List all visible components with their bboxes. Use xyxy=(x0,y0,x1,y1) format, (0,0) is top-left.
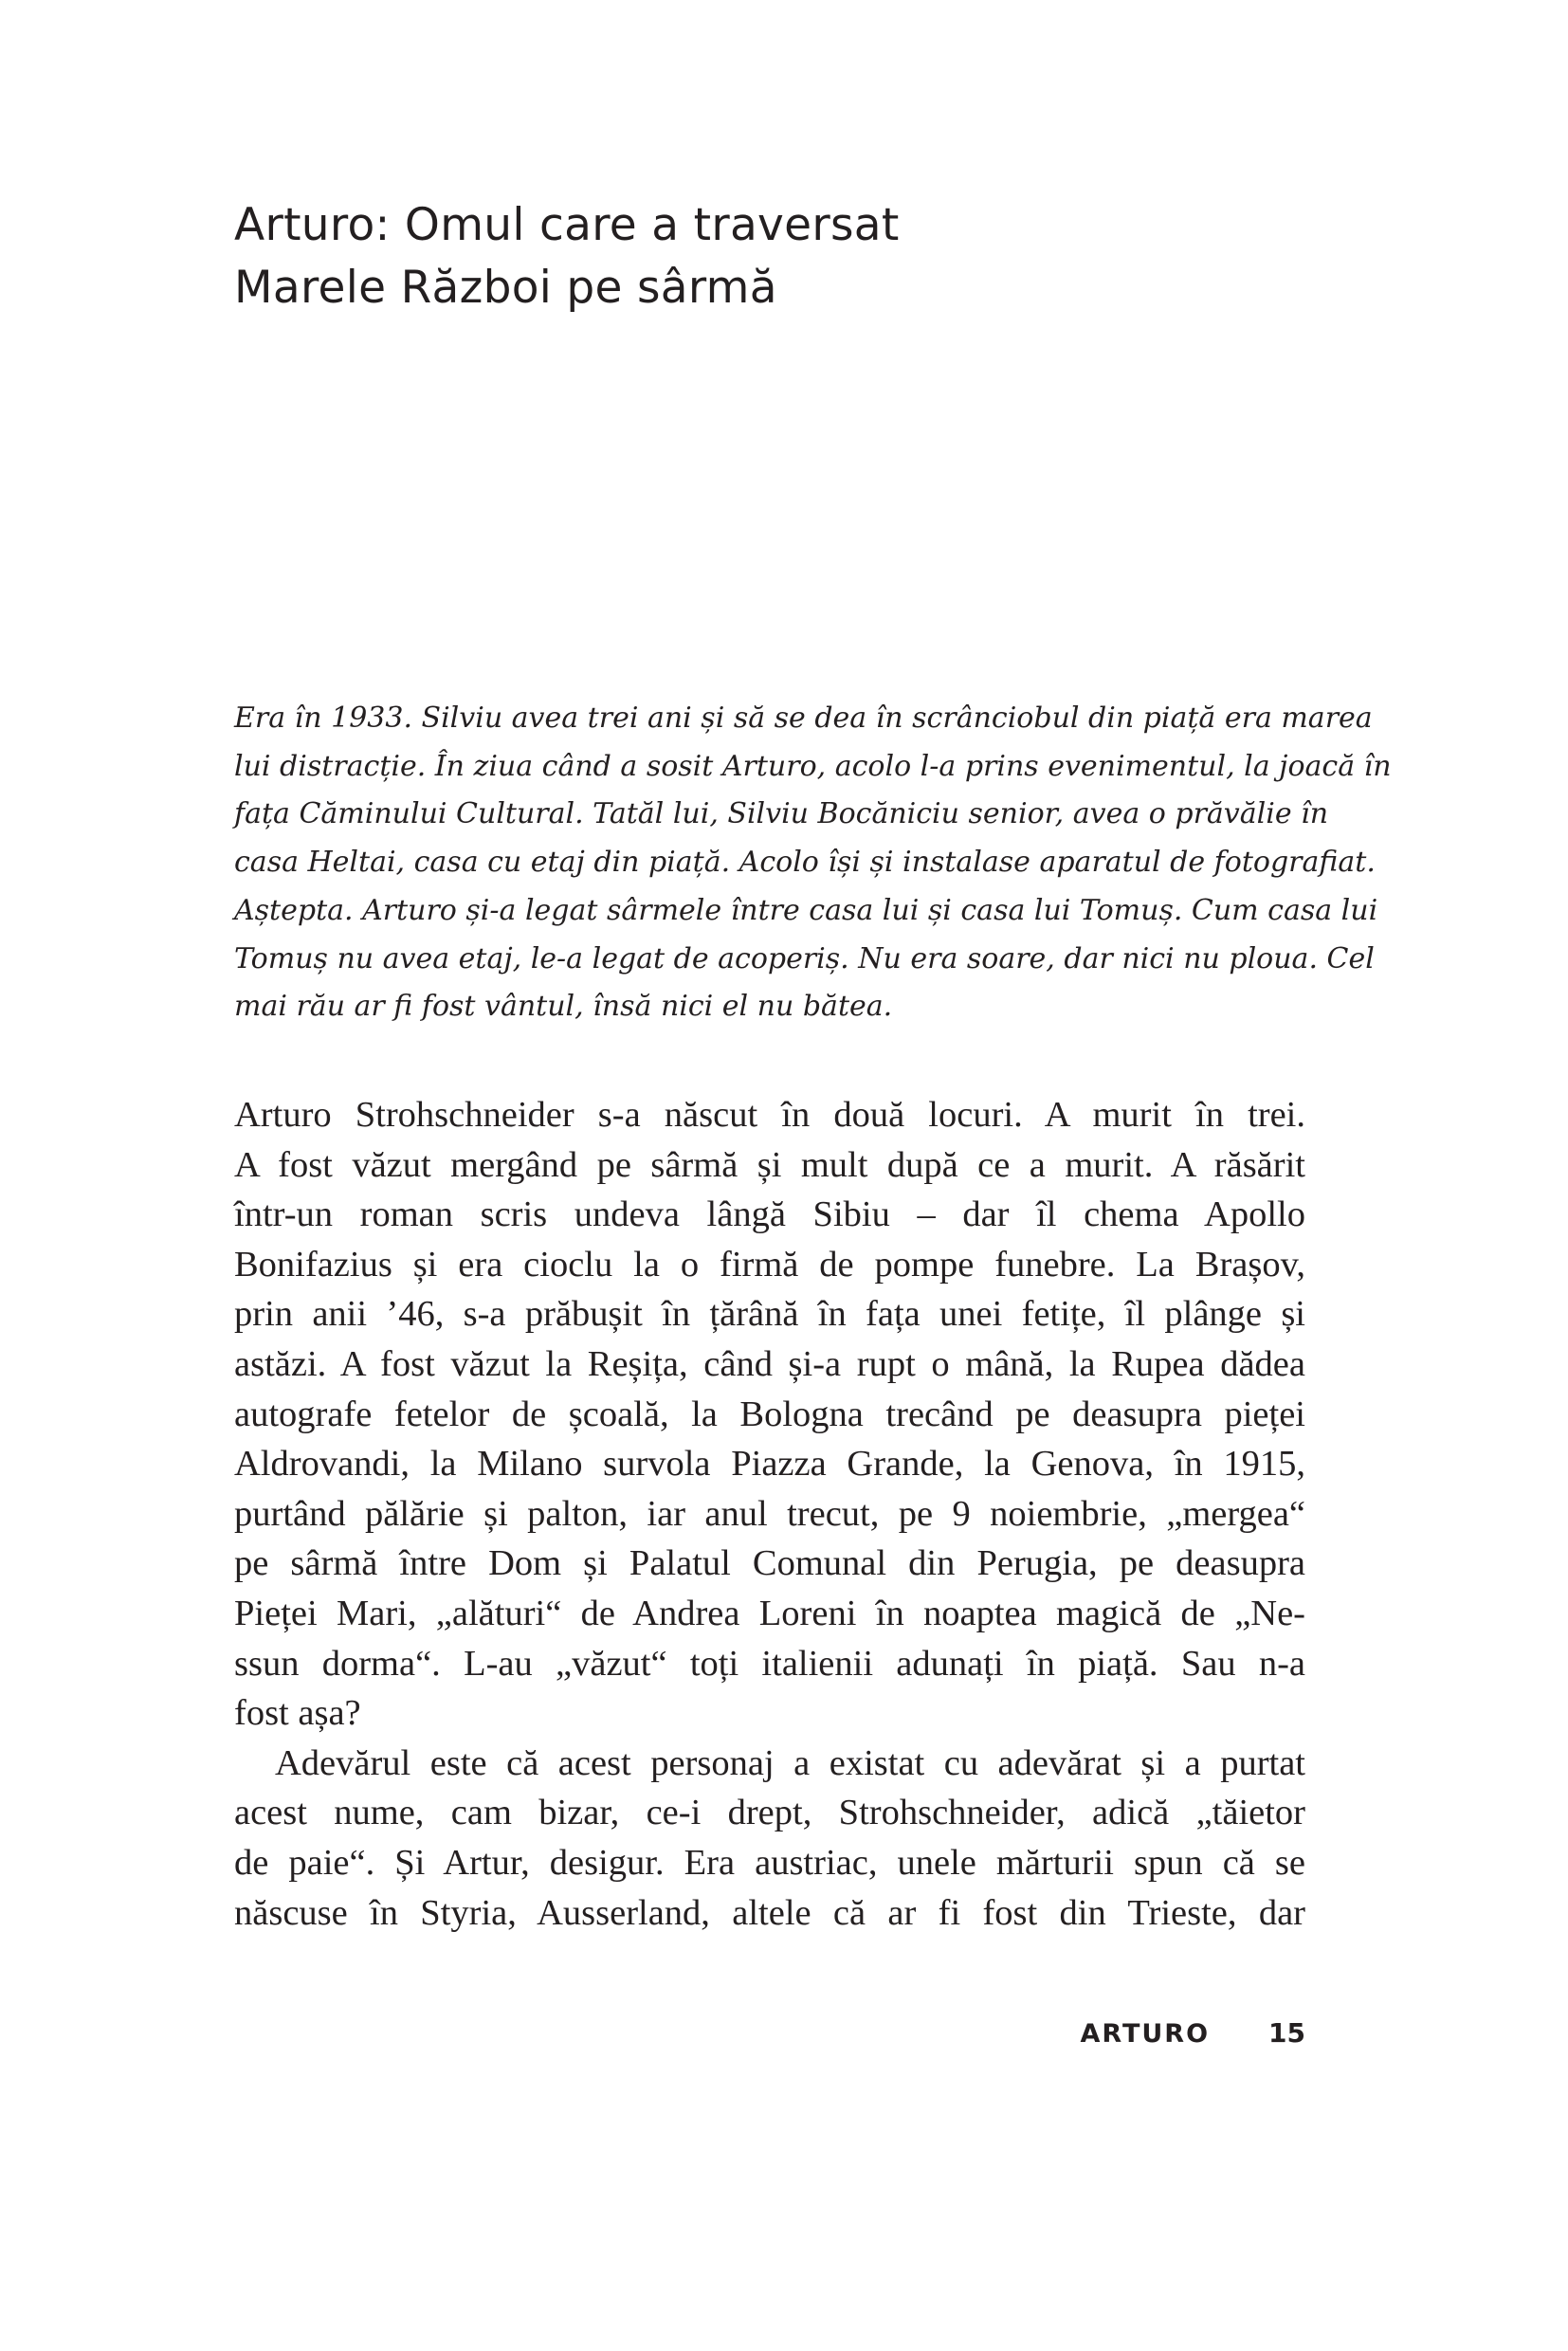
body-line: autografe fetelor de școală, la Bologna trecând pe deasupra pieței xyxy=(234,1394,1305,1434)
body-line: Pieței Mari, „alături“ de Andrea Loreni în noaptea magică de „Ne- xyxy=(234,1593,1305,1633)
epigraph-line: lui distracție. În ziua când a sosit Arturo, acolo l-a prins evenimentul, la joacă în xyxy=(234,749,1392,783)
epigraph-line: fața Căminului Cultural. Tatăl lui, Silviu Bocăniciu senior, avea o prăvălie în xyxy=(234,797,1329,831)
chapter-title-line: Marele Război pe sârmă xyxy=(234,262,777,314)
body-line: născuse în Styria, Ausserland, altele că ar fi fost din Trieste, dar xyxy=(234,1892,1305,1933)
epigraph-line: Aștepta. Arturo și-a legat sârmele între casa lui și casa lui Tomuș. Cum casa lui xyxy=(234,893,1378,927)
body-line: purtând pălărie și palton, iar anul trecut, pe 9 noiembrie, „mergea“ xyxy=(234,1493,1305,1534)
epigraph xyxy=(234,695,1392,1031)
body-line: Arturo Strohschneider s-a născut în două locuri. A murit în trei. xyxy=(234,1095,1305,1135)
body-line: fost așa? xyxy=(234,1693,361,1734)
running-footer xyxy=(948,2017,1305,2049)
body-line: Aldrovandi, la Milano survola Piazza Grande, la Genova, în 1915, xyxy=(234,1444,1305,1485)
paragraph xyxy=(234,1090,1305,1739)
epigraph-line: Tomuș nu avea etaj, le-a legat de acoperiș. Nu era soare, dar nici nu ploua. Cel xyxy=(234,941,1375,975)
epigraph-line: mai rău ar fi fost vântul, însă nici el nu bătea. xyxy=(234,990,893,1024)
body-line: astăzi. A fost văzut la Reșița, când și-a rupt o mână, la Rupea dădea xyxy=(234,1343,1305,1384)
body-text xyxy=(234,1090,1305,1938)
body-line: pe sârmă între Dom și Palatul Comunal din Perugia, pe deasupra xyxy=(234,1543,1305,1584)
body-line: ssun dorma“. L-au „văzut“ toți italienii adunați în piață. Sau n-a xyxy=(234,1643,1305,1684)
body-line: A fost văzut mergând pe sârmă și mult după ce a murit. A răsărit xyxy=(234,1144,1305,1185)
body-line: într-un roman scris undeva lângă Sibiu – dar îl chema Apollo xyxy=(234,1194,1305,1235)
paragraph xyxy=(234,1739,1305,1938)
epigraph-line: Era în 1933. Silviu avea trei ani și să se dea în scrânciobul din piață era marea xyxy=(234,702,1373,735)
body-line: Adevărul este că acest personaj a existat cu adevărat și a purtat xyxy=(275,1742,1305,1783)
chapter-title-line: Arturo: Omul care a traversat xyxy=(234,199,900,251)
body-line: acest nume, cam bizar, ce-i drept, Strohschneider, adică „tăietor xyxy=(234,1793,1305,1833)
epigraph-line: casa Heltai, casa cu etaj din piață. Acolo își și instalase aparatul de fotografiat. xyxy=(234,846,1376,880)
running-title: ARTURO xyxy=(1080,2019,1211,2049)
body-line: de paie“. Și Artur, desigur. Era austriac, unele mărturii spun că se xyxy=(234,1842,1305,1883)
body-line: prin anii ’46, s-a prăbușit în țărână în fața unei fetițe, îl plânge și xyxy=(234,1294,1305,1335)
page-number: 15 xyxy=(1268,2017,1305,2049)
chapter-title xyxy=(234,194,1305,319)
body-line: Bonifazius și era cioclu la o firmă de pompe funebre. La Brașov, xyxy=(234,1244,1305,1285)
